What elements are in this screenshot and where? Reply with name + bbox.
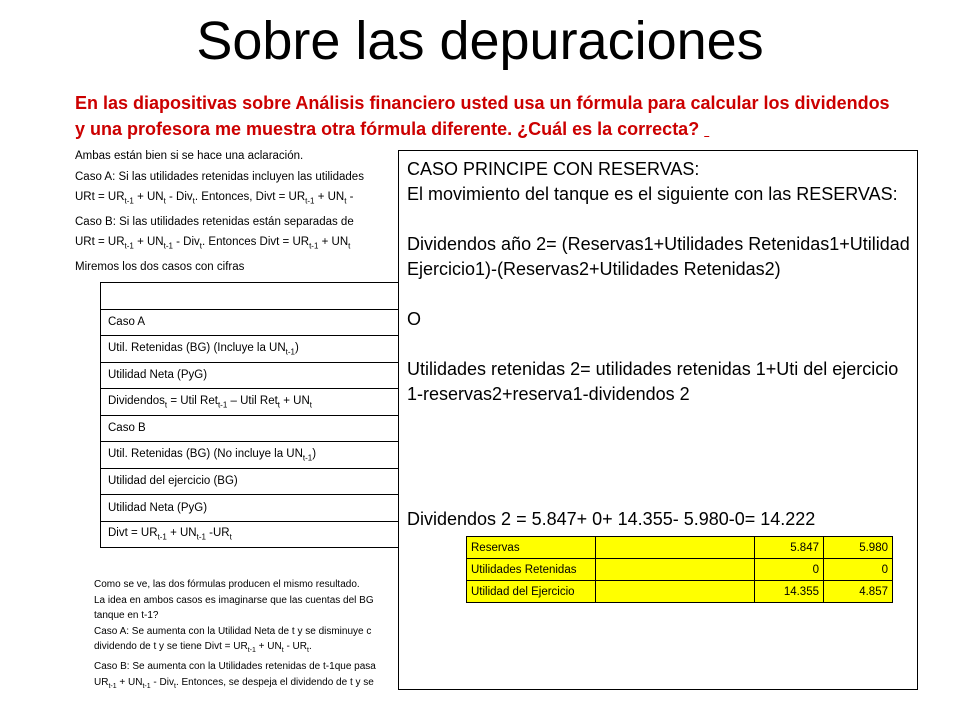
case-a-label: Caso A <box>101 309 416 336</box>
callout-paragraph-4: Utilidades retenidas 2= utilidades retenidas 1+Uti del ejercicio 1-reservas2+reserva1-dividendos 2 <box>407 359 899 404</box>
question-text <box>75 90 895 142</box>
util-neta-a-cell: Utilidad Neta (PyG) <box>101 362 416 389</box>
reserves-label: Reservas <box>467 537 596 559</box>
explanation-line-1: Ambas están bien si se hace una aclaración. <box>75 150 304 162</box>
callout-paragraph-2: Dividendos año 2= (Reservas1+Utilidades Retenidas1+Utilidad Ejercicio1)-(Reservas2+Utilidades Retenidas2) <box>407 234 910 279</box>
reserves-table <box>466 536 893 603</box>
page-title: Sobre las depuraciones <box>196 11 764 71</box>
callout-heading: CASO PRINCIPE CON RESERVAS: <box>407 159 700 179</box>
table-header-cell <box>101 283 416 310</box>
table-row <box>467 537 893 559</box>
table-row <box>101 521 416 548</box>
retained-value-2: 0 <box>824 559 893 581</box>
explanation-line-6: Miremos los dos casos con cifras <box>75 261 245 274</box>
retained-value-1: 0 <box>755 559 824 581</box>
callout-paragraph-3: O <box>407 309 422 329</box>
conclusion-line-7: $UR_{t-1} + UN_{t-1} - Div_t$. Entonces, se despeja el dividendo de t y se <box>94 676 374 690</box>
exercise-value-2: 4.857 <box>824 581 893 603</box>
table-row <box>101 442 416 469</box>
exercise-value-1: 14.355 <box>755 581 824 603</box>
table-row <box>101 495 416 522</box>
retained-label: Utilidades Retenidas <box>467 559 596 581</box>
explanation-line-4: Caso B: Si las utilidades retenidas están separadas de <box>75 215 354 228</box>
table-row <box>101 309 416 336</box>
explanation-text <box>75 146 364 278</box>
table-row <box>101 415 416 442</box>
conclusion-line-3: tanque en t-1? <box>94 610 159 622</box>
exercise-label: Utilidad del Ejercicio <box>467 581 596 603</box>
table-row <box>101 336 416 363</box>
reserves-value-1: 5.847 <box>755 537 824 559</box>
reserves-callout-box <box>398 150 918 690</box>
table-row <box>101 362 416 389</box>
util-ret-b-cell: Util. Retenidas (BG) (No incluye la $UN_{t-1}$) <box>101 442 416 469</box>
dividendos-a-cell: Dividendos$_t$ = Util Ret$_{t-1}$ – Util $Ret_t + UN_t$ <box>101 389 416 416</box>
explanation-line-5: URt = $UR_{t-1} + UN_{t-1} - Div_t$. Entonces Divt = $UR_{t-1} + UN_t$ <box>75 236 351 251</box>
conclusion-line-2: La idea en ambos casos es imaginarse que las cuentas del BG <box>94 594 374 606</box>
cases-table <box>100 282 416 548</box>
conclusion-line-1: Como se ve, las dos fórmulas producen el mismo resultado. <box>94 579 360 590</box>
table-row <box>101 389 416 416</box>
reserves-value-2: 5.980 <box>824 537 893 559</box>
explanation-line-2: Caso A: Si las utilidades retenidas incluyen las utilidades <box>75 170 364 183</box>
table-row <box>467 559 893 581</box>
util-neta-b-cell: Utilidad Neta (PyG) <box>101 495 416 522</box>
callout-paragraph-1: El movimiento del tanque es el siguiente con las RESERVAS: <box>407 184 898 204</box>
table-row <box>101 283 416 310</box>
explanation-line-3: URt = $UR_{t-1} + UN_t - Div_t$. Entonces, Divt = $UR_{t-1} + UN_t$ - <box>75 191 354 206</box>
table-row <box>467 581 893 603</box>
table-row <box>101 468 416 495</box>
util-ret-a-cell: Util. Retenidas (BG) (Incluye la $UN_{t-1}$) <box>101 336 416 363</box>
util-ejercicio-b-cell: Utilidad del ejercicio (BG) <box>101 468 416 495</box>
conclusion-line-4: Caso A: Se aumenta con la Utilidad Neta de t y se disminuye c <box>94 625 372 637</box>
case-b-label: Caso B <box>101 415 416 442</box>
question-body: En las diapositivas sobre Análisis financiero usted usa un fórmula para calcular los dividendos y una profesora me muestra otra fórmula diferente. ¿Cuál es la correcta? <box>75 93 890 139</box>
divt-b-cell: Divt = $UR_{t-1} + UN_{t-1}$ $-UR_t$ <box>101 521 416 548</box>
conclusion-text <box>94 577 376 694</box>
conclusion-line-6: Caso B: Se aumenta con la Utilidades retenidas de t-1que pasa <box>94 660 376 672</box>
callout-paragraph-5: Dividendos 2 = 5.847+ 0+ 14.355- 5.980-0= 14.222 <box>407 509 816 529</box>
conclusion-line-5: dividendo de t y se tiene Divt = $UR_{t-1} + UN_t - UR_t$. <box>94 641 312 655</box>
